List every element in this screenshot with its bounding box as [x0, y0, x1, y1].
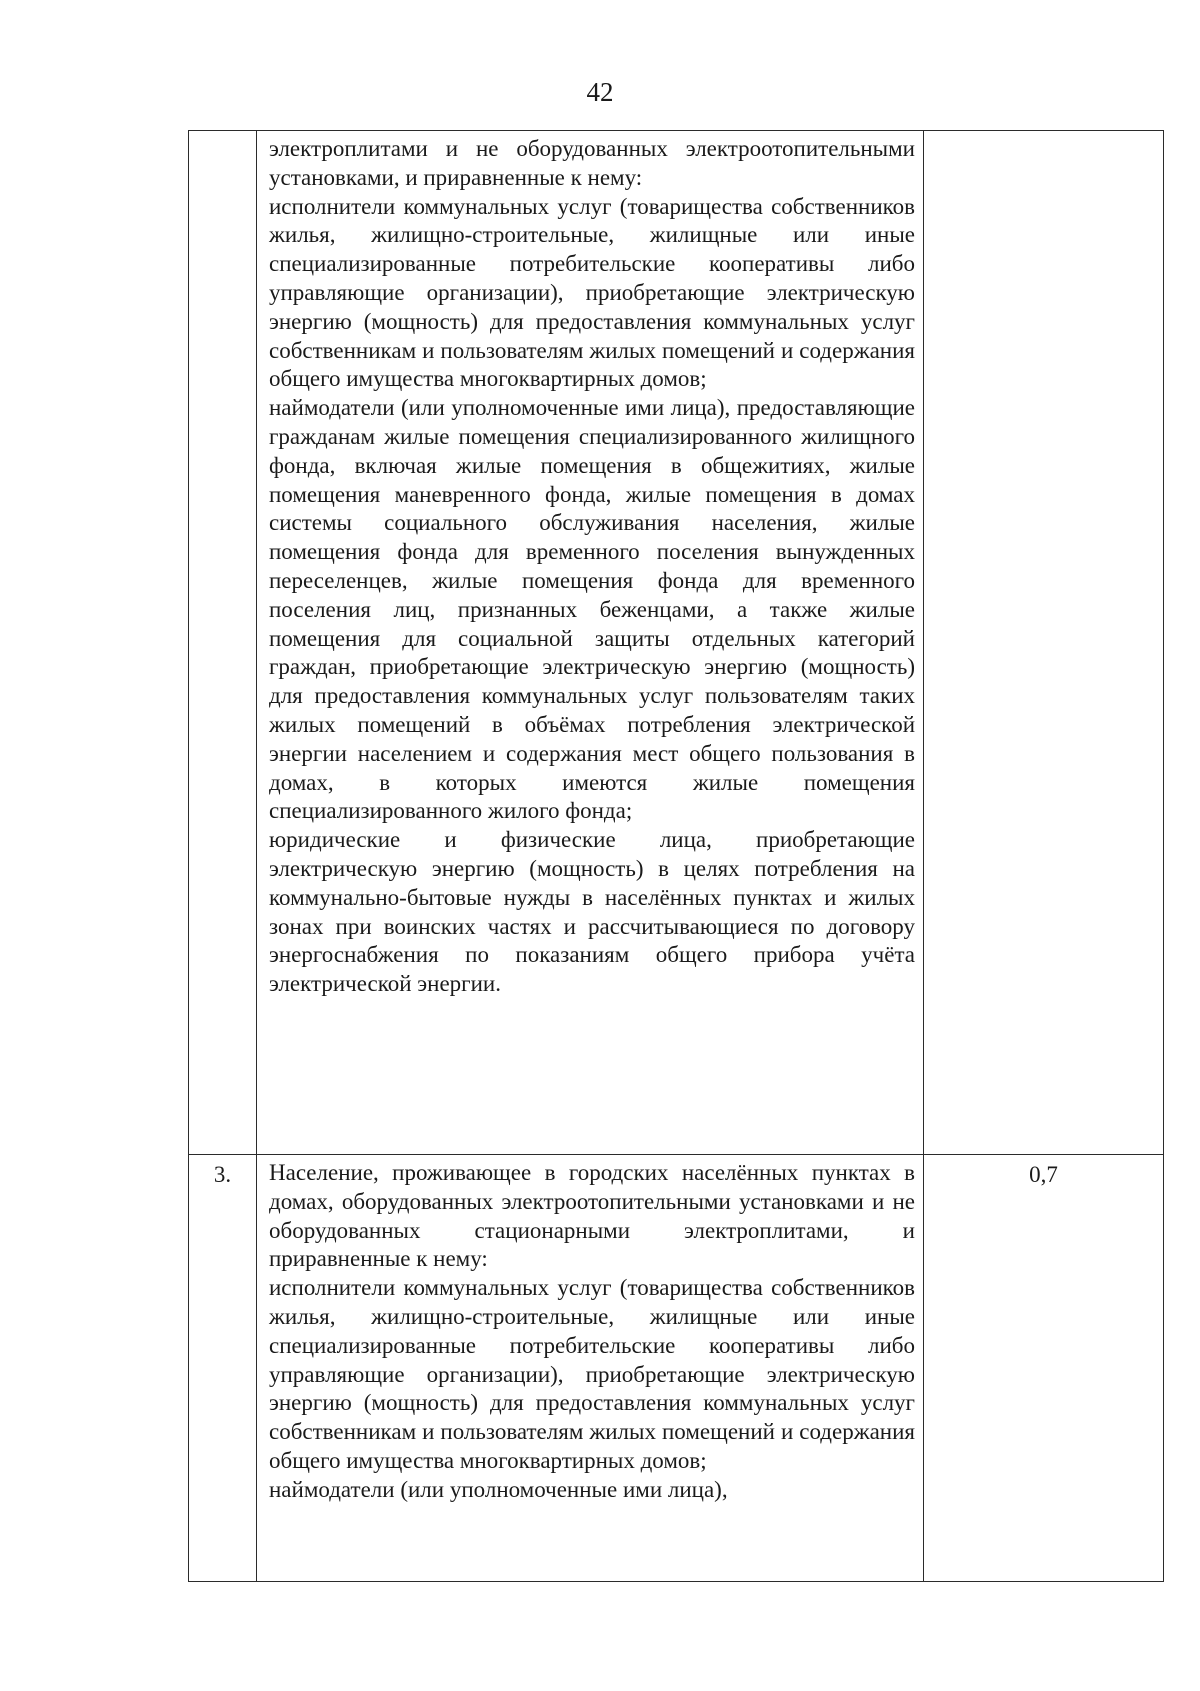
paragraph: юридические и физические лица, приобретающие электрическую энергию (мощность) в целях потребления на коммунально-бытовые нужды в населённых пунктах и жилых зонах при воинских частях и рассчитывающиеся по договору энергоснабжения по показаниям общего прибора учёта электрической энергии. [269, 827, 915, 997]
row-description [257, 1155, 924, 1582]
paragraph: электроплитами и не оборудованных электроотопительными установками, и приравненные к нему: [269, 136, 915, 190]
paragraph: наймодатели (или уполномоченные ими лица), [269, 1476, 728, 1502]
page-number: 42 [586, 77, 614, 107]
row-coefficient: 0,7 [924, 1155, 1164, 1582]
paragraph: исполнители коммунальных услуг (товарищества собственников жилья, жилищно-строительные, жилищные или иные специализированные потребительские кооперативы либо управляющие организации), приобретающие электрическую энергию (мощность) для предоставления коммунальных услуг собственникам и пользователям жилых помещений и содержания общего имущества многоквартирных домов; [269, 193, 915, 392]
table-row [189, 1155, 1164, 1582]
paragraph: наймодатели (или уполномоченные ими лица), предоставляющие гражданам жилые помещения специализированного жилищного фонда, включая жилые помещения в общежитиях, жилые помещения маневренного фонда, жилые помещения в домах системы социального обслуживания населения, жилые помещения фонда для временного поселения вынужденных переселенцев, жилые помещения фонда для временного поселения лиц, признанных беженцами, а также жилые помещения для социальной защиты отдельных категорий граждан, приобретающие электрическую энергию (мощность) для предоставления коммунальных услуг пользователям таких жилых помещений в объёмах потребления электрической энергии населением и содержания мест общего пользования в домах, в которых имеются жилые помещения специализированного жилого фонда; [269, 395, 915, 824]
table-row [189, 131, 1164, 1155]
row-coefficient [924, 131, 1164, 1155]
tariff-table [188, 130, 1164, 1582]
row-number [189, 131, 257, 1155]
paragraph: Население, проживающее в городских населённых пунктах в домах, оборудованных электроотопительными установками и не оборудованных стационарными электроплитами, и приравненные к нему: [269, 1160, 915, 1272]
row-number: 3. [189, 1155, 257, 1582]
paragraph: исполнители коммунальных услуг (товарищества собственников жилья, жилищно-строительные, жилищные или иные специализированные потребительские кооперативы либо управляющие организации), приобретающие электрическую энергию (мощность) для предоставления коммунальных услуг собственникам и пользователям жилых помещений и содержания общего имущества многоквартирных домов; [269, 1275, 915, 1473]
row-description [257, 131, 924, 1155]
